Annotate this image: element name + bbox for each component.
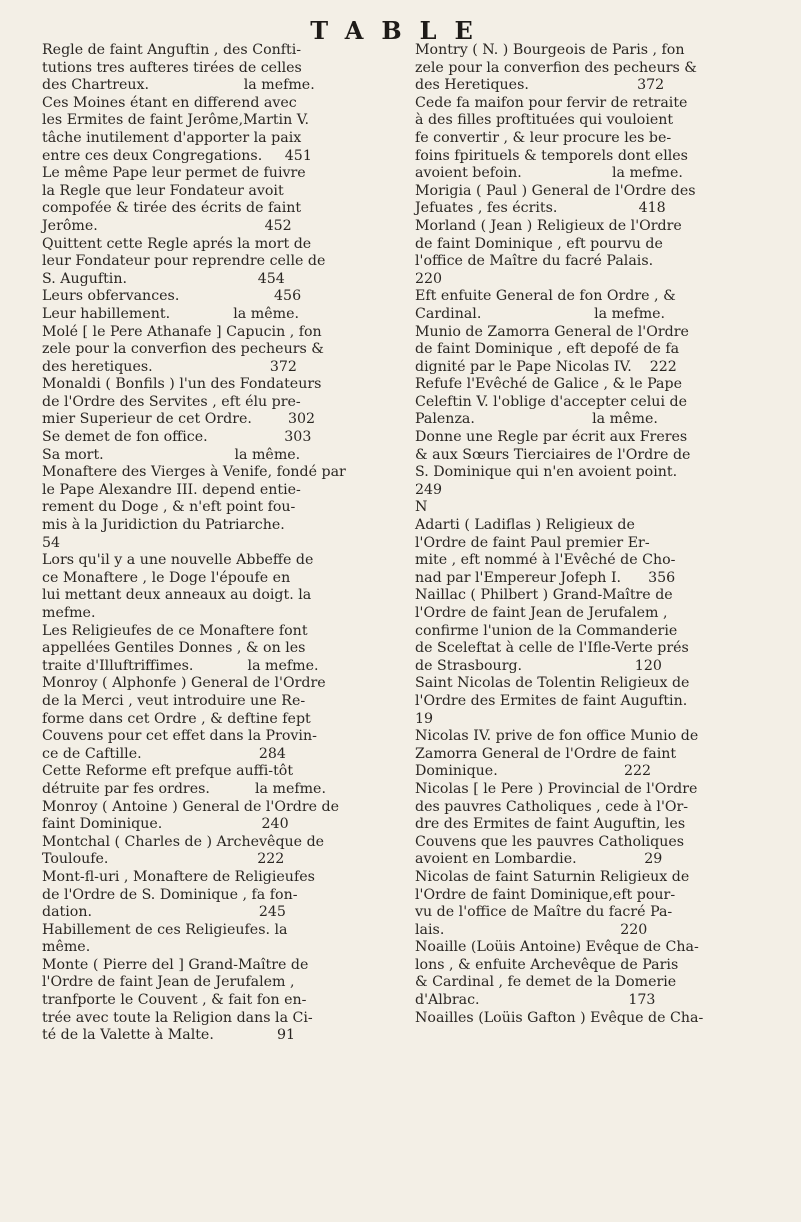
index-line: foins fpirituels & temporels dont elles [415,147,688,164]
index-line: mite , eft nommé à l'Evêché de Cho- [415,552,676,569]
index-line: même. [42,939,91,956]
index-line: Monte ( Pierre del ] Grand-Maître de [42,956,309,973]
index-line: Dominique. 222 [415,763,652,780]
index-line: ce de Caftille. 284 [42,745,286,762]
index-line: Jerôme. 452 [42,217,292,234]
index-line: Monroy ( Alphonfe ) General de l'Ordre [42,675,326,692]
index-line: l'office de Maître du facré Palais. [415,253,654,270]
index-line: 54 [42,534,61,551]
index-line: Donne une Regle par écrit aux Freres [415,429,688,446]
index-line: zele pour la converfion des pecheurs & [42,341,324,358]
index-line: Cardinal. la mefme. [415,305,666,322]
index-line: Morland ( Jean ) Religieux de l'Ordre [415,217,682,234]
index-line: de faint Dominique , eft pourvu de [415,235,663,252]
index-line: Celeftin V. l'oblige d'accepter celui de [415,393,687,410]
index-line: Noailles (Loüis Gafton ) Evêque de Cha- [415,1009,704,1026]
index-line: détruite par fes ordres. la mefme. [42,780,326,797]
index-line: vu de l'office de Maître du facré Pa- [415,904,673,921]
index-line: Montry ( N. ) Bourgeois de Paris , fon [415,42,685,58]
index-line: avoient befoin. la mefme. [415,165,683,182]
index-line: Monaldi ( Bonfils ) l'un des Fondateurs [42,376,322,393]
index-line: de l'Ordre des Servites , eft élu pre- [42,393,301,410]
left-column [42,42,387,1045]
index-line: zele pour la converfion des pecheurs & [415,59,697,76]
index-line: té de la Valette à Malte. 91 [42,1027,296,1044]
index-line: Sa mort. la même. [42,446,301,463]
index-line: l'Ordre de faint Dominique,eft pour- [415,886,676,903]
index-line: mier Superieur de cet Ordre. 302 [42,411,316,428]
index-line: & Cardinal , fe demet de la Domerie [415,974,677,991]
index-line: Nicolas IV. prive de fon office Munio de [415,728,699,745]
index-line: Couvens que les pauvres Catholiques [415,833,685,850]
index-line: Noaille (Loüis Antoine) Evêque de Cha- [415,939,699,956]
index-line: des pauvres Catholiques , cede à l'Or- [415,798,689,815]
index-line: Leur habillement. la même. [42,305,299,322]
index-line: Palenza. la même. [415,411,658,428]
index-line: l'Ordre de faint Paul premier Er- [415,534,650,551]
index-line: Montchal ( Charles de ) Archevêque de [42,833,325,850]
index-line: dre des Ermites de faint Auguftin, les [415,816,686,833]
index-line: le Pape Alexandre III. depend entie- [42,481,301,498]
index-line: des heretiques. 372 [42,358,297,375]
index-line: la Regle que leur Fondateur avoit [42,182,284,199]
index-line: l'Ordre de faint Jean de Jerufalem , [42,974,295,991]
index-line: l'Ordre de faint Jean de Jerufalem , [415,605,668,621]
index-line: ce Monaftere , le Doge l'époufe en [42,569,291,586]
index-line: Regle de faint Anguftin , des Confti- [42,42,302,58]
index-line: Refufe l'Evêché de Galice , & le Pape [415,376,682,393]
index-line: & aux Sœurs Tierciaires de l'Ordre de [415,446,691,463]
index-line: Habillement de ces Religieufes. la [42,921,288,938]
page-header: TABLE [310,16,491,45]
index-line: l'Ordre des Ermites de faint Auguftin. [415,692,688,709]
index-line: Nicolas [ le Pere ) Provincial de l'Ordre [415,780,698,797]
index-line: forme dans cet Ordre , & deftine fept [42,710,311,727]
index-line: rement du Doge , & n'eft point fou- [42,499,296,516]
index-line: Monaftere des Vierges à Venife, fondé par [42,464,346,481]
index-line: Mont-fl-uri , Monaftere de Religieufes [42,868,315,885]
index-line: tutions tres aufteres tirées de celles [42,59,302,76]
index-line: Morigia ( Paul ) General de l'Ordre des [415,182,696,199]
index-line: des Chartreux. la mefme. [42,77,315,94]
index-line: Molé [ le Pere Athanafe ] Capucin , fon [42,323,322,340]
index-line: de la Merci , veut introduire une Re- [42,692,306,709]
index-line: N [415,499,428,516]
index-line: appellées Gentiles Donnes , & on les [42,640,306,657]
index-line: leur Fondateur pour reprendre celle de [42,253,326,270]
index-line: mefme. [42,605,96,621]
index-line: Se demet de fon office. 303 [42,429,312,446]
index-line: 249 [415,481,443,498]
index-line: traite d'Illuftriffimes. la mefme. [42,657,319,674]
index-line: Jefuates , fes écrits. 418 [415,200,666,217]
index-line: Saint Nicolas de Tolentin Religieux de [415,675,690,692]
index-line: d'Albrac. 173 [415,992,656,1009]
index-line: Lors qu'il y a une nouvelle Abbeffe de [42,552,314,569]
index-line: lais. 220 [415,921,648,938]
index-line: de Sceleftat à celle de l'Ifle-Verte prés [415,640,689,657]
index-line: Ces Moines étant en differend avec [42,94,297,111]
index-line: de l'Ordre de S. Dominique , fa fon- [42,886,298,903]
index-line: Eft enfuite General de fon Ordre , & [415,288,676,305]
index-line: Adarti ( Ladiflas ) Religieux de [415,517,635,534]
index-line: dation. 245 [42,904,286,921]
index-line: Cette Reforme eft prefque auffi-tôt [42,763,294,780]
index-line: mis à la Juridiction du Patriarche. [42,517,285,534]
index-line: S. Dominique qui n'en avoient point. [415,464,678,481]
index-line: confirme l'union de la Commanderie [415,622,678,639]
index-line: trée avec toute la Religion dans la Ci- [42,1009,313,1026]
index-line: lui mettant deux anneaux au doigt. la [42,587,312,604]
index-line: les Ermites de faint Jerôme,Martin V. [42,112,310,129]
index-line: Monroy ( Antoine ) General de l'Ordre de [42,798,339,815]
index-line: entre ces deux Congregations. 451 [42,147,312,164]
index-line: S. Auguftin. 454 [42,270,285,287]
index-line: de faint Dominique , eft depofé de fa [415,341,680,358]
index-line: Le même Pape leur permet de fuivre [42,165,306,182]
index-line: Les Religieufes de ce Monaftere font [42,622,308,639]
index-line: nad par l'Empereur Jofeph I. 356 [415,569,676,586]
index-line: Naillac ( Philbert ) Grand-Maître de [415,587,673,604]
index-line: tâche inutilement d'apporter la paix [42,129,302,146]
index-line: faint Dominique. 240 [42,816,289,833]
index-line: Couvens pour cet effet dans la Provin- [42,728,317,745]
index-line: de Strasbourg. 120 [415,657,662,674]
index-line: tranfporte le Couvent , & fait fon en- [42,992,307,1009]
index-line: 19 [415,710,434,727]
index-line: compofée & tirée des écrits de faint [42,200,302,217]
index-line: dignité par le Pape Nicolas IV. 222 [415,358,677,375]
index-line: Nicolas de faint Saturnin Religieux de [415,868,690,885]
index-line: lons , & enfuite Archevêque de Paris [415,956,679,973]
index-line: à des filles proftituées qui vouloient [415,112,674,129]
index-line: fe convertir , & leur procure les be- [415,129,672,146]
index-line: Munio de Zamorra General de l'Ordre [415,323,689,340]
index-line: Leurs obfervances. 456 [42,288,302,305]
index-line: Touloufe. 222 [42,851,285,868]
index-line: avoient en Lombardie. 29 [415,851,663,868]
index-line: Quittent cette Regle aprés la mort de [42,235,312,252]
index-line: Zamorra General de l'Ordre de faint [415,745,677,762]
index-line: Cede fa maifon pour fervir de retraite [415,94,688,111]
index-line: 220 [415,270,443,287]
index-line: des Heretiques. 372 [415,77,665,94]
right-column [415,42,760,1027]
